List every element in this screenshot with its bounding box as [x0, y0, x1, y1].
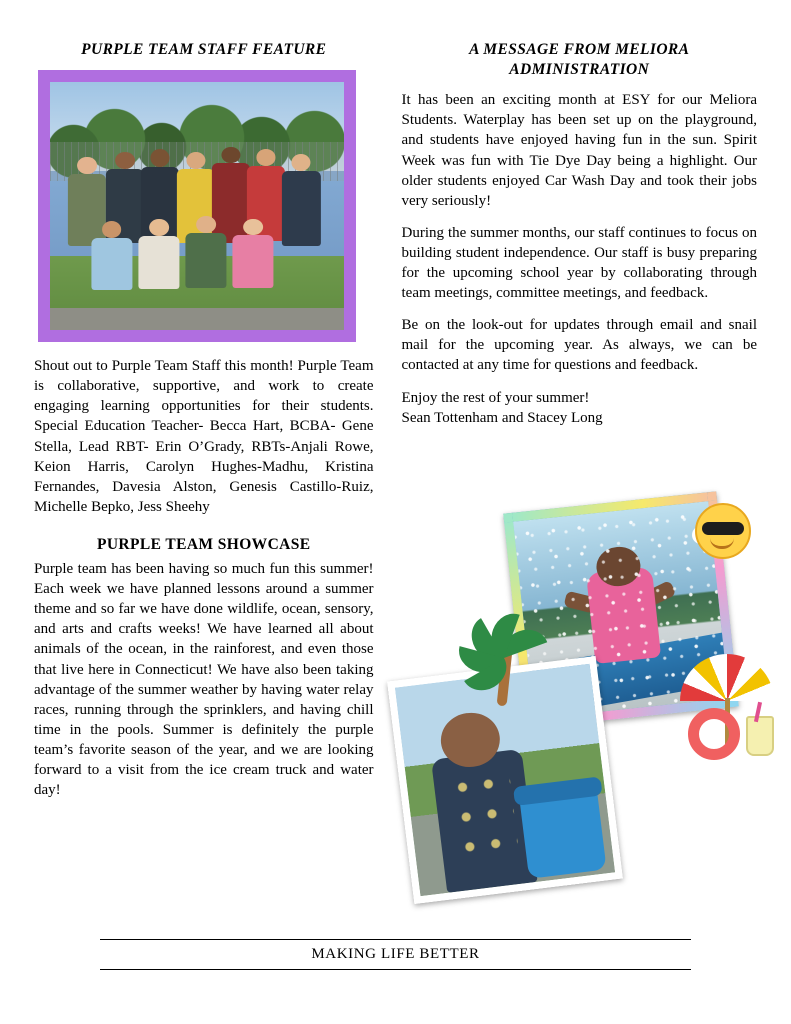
pool-float-ring-icon [688, 708, 740, 760]
showcase-paragraph: Purple team has been having so much fun this summer! Each week we have planned lessons around a summer theme and so far we have done wildlife, ocean, sensory, and arts and crafts weeks! We have learned all about animals of the ocean, in the rainforest, and even those that live here in Connecticut! We have also been taking advantage of the summer weather by having water relay races, running through the sprinklers, and having chill time in the pools. Summer is definitely the purple team’s favorite season of the year, and we are looking forward to a visit from the ice cream truck and water day! [34, 561, 374, 799]
palm-tree-icon [456, 604, 552, 708]
staff-feature-heading: PURPLE TEAM STAFF FEATURE [81, 41, 327, 58]
left-column [34, 24, 374, 800]
right-column [402, 24, 757, 440]
staff-photo-frame [38, 70, 356, 342]
admin-message-heading [402, 40, 757, 80]
staff-feature-paragraph: Shout out to Purple Team Staff this month! Purple Team is collaborative, supportive, and work to create engaging learning opportunities for their students. Special Education Teacher- Becca Hart, BCBA- Gene Stella, Lead RBT- Erin O’Grady, RBTs-Anjali Rowe, Keion Harris, Carolyn Hughes-Madhu, Kristina Fernandes, Davesia Alston, Genesis Castillo-Ruiz, Michelle Bepko, Jess Sheehy [34, 358, 374, 515]
sun-with-sunglasses-icon [684, 492, 762, 570]
staff-group-photo [50, 82, 344, 330]
summer-photo-collage [376, 478, 776, 918]
admin-signature: Sean Tottenham and Stacey Long [401, 409, 603, 426]
footer-tagline: MAKING LIFE BETTER [311, 946, 480, 962]
admin-message-heading-line2: ADMINISTRATION [509, 61, 650, 79]
summer-drink-icon [746, 716, 774, 756]
beach-umbrella-icon [680, 646, 776, 756]
admin-closing-line: Enjoy the rest of your summer! [401, 389, 590, 406]
admin-message-heading-line1: A MESSAGE FROM MELIORA [469, 41, 690, 58]
footer [100, 939, 691, 970]
footer-rule-bottom [100, 969, 691, 970]
showcase-heading: PURPLE TEAM SHOWCASE [96, 535, 311, 553]
admin-paragraph-2: During the summer months, our staff continues to focus on building student independence. Our staff is busy preparing for the upcoming school year by collaborating through team meetings, committee meetings, and feedback. [401, 224, 757, 302]
admin-paragraph-3: Be on the look-out for updates through email and snail mail for the upcoming year. As always, we can be contacted at any time for questions and feedback. [401, 317, 757, 374]
admin-paragraph-1: It has been an exciting month at ESY for our Meliora Students. Waterplay has been set up on the playground, and students have enjoyed having fun in the sun. Spirit Week was fun with Tie Dye Day being a highlight. Our older students enjoyed Car Wash Day and took their jobs very seriously! [401, 92, 757, 209]
